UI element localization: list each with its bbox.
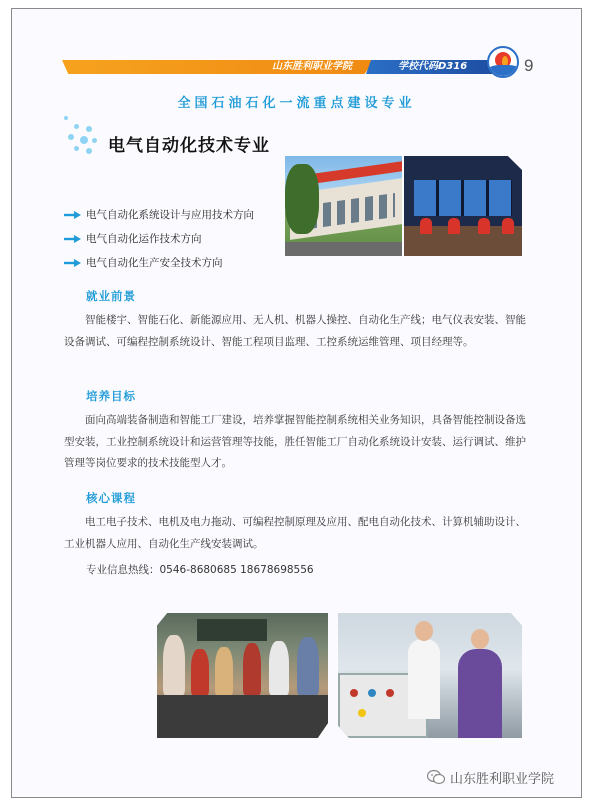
direction-item <box>64 255 254 279</box>
campus-building-photo <box>285 156 402 256</box>
school-logo-icon <box>487 46 519 78</box>
page-number: 9 <box>524 56 534 75</box>
direction-list <box>64 207 254 279</box>
training-body: 面向高端装备制造和智能工厂建设，培养掌握智能控制系统相关业务知识，具备智能控制设备选型安装，工业控制系统设计和运营管理等技能，胜任智能工厂自动化系统设计安装、运行调试、维护管理等岗位要求的技术技能型人才。 <box>64 414 526 469</box>
account-watermark <box>427 768 554 786</box>
training-heading: 培养目标 <box>86 389 136 403</box>
employment-body: 智能楼宇、智能石化、新能源应用、无人机、机器人操控、自动化生产线；电气仪表安装、智能设备调试、可编程控制系统设计、智能工程项目监理、工控系统运维管理、项目经理等。 <box>64 314 526 348</box>
major-title: 电气自动化技术专业 <box>108 136 270 156</box>
arrow-right-icon <box>64 234 82 244</box>
control-room-photo <box>404 156 522 256</box>
courses-heading: 核心课程 <box>86 491 136 505</box>
direction-label: 电气自动化生产安全技术方向 <box>86 257 223 269</box>
arrow-right-icon <box>64 258 82 268</box>
instructor-lab-photo <box>338 613 522 738</box>
wechat-icon <box>427 769 445 785</box>
student-lab-photo <box>157 613 328 738</box>
direction-item <box>64 231 254 255</box>
banner-slogan: 全国石油石化一流重点建设专业 <box>177 96 416 111</box>
hotline-text: 专业信息热线：0546-8680685 18678698556 <box>86 564 314 576</box>
decorative-dots-icon <box>64 116 100 156</box>
direction-label: 电气自动化系统设计与应用技术方向 <box>86 209 254 221</box>
header-band <box>62 60 492 74</box>
watermark-text: 山东胜利职业学院 <box>450 771 555 787</box>
employment-heading: 就业前景 <box>86 289 136 303</box>
direction-label: 电气自动化运作技术方向 <box>86 233 202 245</box>
arrow-right-icon <box>64 210 82 220</box>
direction-item <box>64 207 254 231</box>
header-school-name: 山东胜利职业学院 <box>272 61 352 72</box>
courses-body: 电工电子技术、电机及电力拖动、可编程控制原理及应用、配电自动化技术、计算机辅助设计、工业机器人应用、自动化生产线安装调试。 <box>64 516 526 550</box>
header-school-code: 学校代码D316 <box>398 61 468 72</box>
